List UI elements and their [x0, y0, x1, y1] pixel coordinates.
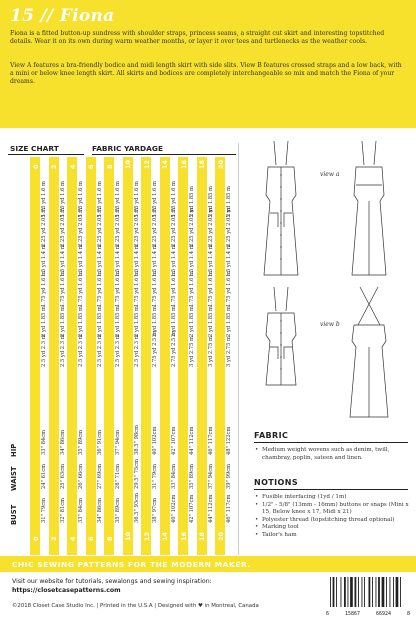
yardage-value: 3 yd 2.75 m [189, 336, 195, 367]
view-b-label: view b [320, 321, 340, 328]
yardage-value: 2.25 yd 2.05 m [96, 207, 103, 247]
size-value: 24" 61cm [41, 463, 47, 489]
yardage-value: 2 yd 1.85 m [41, 306, 47, 337]
size-value: 46" 117cm [207, 426, 214, 455]
size-value: 36.5" 93cm [133, 492, 140, 523]
size-column-band [197, 157, 207, 555]
size-column-band [141, 157, 151, 555]
notions-item: • Fusible interfacing (1yd / 1m) [254, 494, 410, 502]
size-value: 36" 91cm [96, 429, 103, 455]
yardage-value: 1.75 yd 1.6 m [41, 181, 47, 217]
barcode-bar [350, 577, 353, 607]
yardage-value: 1.75 yd 1.6 m [189, 271, 195, 307]
size-value: 39" 99cm [226, 463, 232, 489]
barcode-bar [341, 577, 342, 607]
yardage-value: 1.75 yd 1.6 m [115, 271, 121, 307]
yardage-value: 2.5 yd 2.3 m [133, 334, 140, 367]
notions-list [254, 494, 410, 540]
yardage-value: 2.75 yd 2.5 m [170, 331, 177, 367]
size-value: 46" 117cm [226, 494, 232, 523]
size-number: 4 [68, 164, 77, 169]
barcode-digit-group: 8 [406, 611, 410, 617]
barcode-bar [344, 577, 346, 607]
barcode-bar [400, 577, 401, 607]
size-value: 34" 86cm [59, 429, 66, 455]
barcode-bar [393, 577, 394, 607]
fabric-list [254, 447, 410, 462]
yardage-value: 2 yd 1.85 m [78, 306, 84, 337]
yardage-value: 2 yd 1.85 m [207, 186, 214, 217]
size-number: 10 [124, 159, 132, 169]
yardage-value: 1.75 yd 1.6 m [133, 181, 140, 217]
barcode-digit-group: 66924 [375, 611, 392, 617]
size-number: 2 [50, 164, 58, 169]
barcode-bar [376, 577, 377, 607]
size-number: 14 [161, 159, 169, 169]
yardage-value: 2 yd 1.85 m [133, 306, 140, 337]
notions-underline [254, 489, 408, 490]
tagline-text: CHIC SEWING PATTERNS FOR THE MODERN MAKER. [12, 560, 251, 569]
yardage-value: 1.5 yd 1.4 m [170, 244, 177, 277]
yardage-value: 2 yd 1.85 m [189, 306, 195, 337]
yardage-value: 1.75 yd 1.6 m [96, 181, 103, 217]
yardage-value: 1.75 yd 1.6 m [133, 271, 140, 307]
barcode-bar [372, 577, 373, 607]
yardage-value: 1.75 yd 1.6 m [226, 271, 232, 307]
size-number: 8 [105, 164, 114, 169]
yardage-value: 2.25 yd 2.05 m [189, 207, 195, 247]
barcode-bar [358, 577, 359, 607]
barcode [326, 577, 410, 617]
size-column-band [104, 157, 114, 555]
size-number: 4 [68, 536, 77, 541]
yardage-value: 2.25 yd 2.05 m [207, 207, 214, 247]
yardage-value: 1.5 yd 1.4 m [96, 244, 103, 277]
barcode-bar [330, 577, 331, 607]
size-chart-underline [8, 154, 84, 155]
description-paragraph-2: View A features a bra-friendly bodice and midi length skirt with side slits. View B features crossed straps and a low back, with a mini or below knee length skirt. All skirts and bodices are completely interchangeable so mix and match the Fiona of your dreams. [10, 62, 402, 85]
size-value: 33" 84cm [41, 429, 47, 455]
size-value: 34" 86cm [96, 497, 103, 523]
yardage-value: 2.5 yd 2.3 m [115, 334, 121, 367]
barcode-bar [386, 577, 387, 607]
pattern-title: 15 // Fiona [10, 6, 115, 26]
notions-item: • Polyester thread (topstitching thread optional) [254, 517, 410, 525]
size-number: 6 [87, 164, 95, 169]
yardage-value: 1.75 yd 1.6 m [96, 271, 103, 307]
yardage-value: 1.75 yd 1.6 m [78, 181, 84, 217]
barcode-bar [382, 577, 385, 607]
size-value: 40" 102cm [152, 426, 158, 455]
size-row-label: HIP [10, 443, 18, 457]
size-number: 18 [198, 159, 206, 169]
size-value: 32" 81cm [59, 497, 66, 523]
size-value: 44" 112cm [189, 426, 195, 455]
size-column-band [30, 157, 40, 555]
yardage-value: 2 yd 1.85 m [152, 306, 158, 337]
yardage-value: 2.25 yd 2.05 m [41, 207, 47, 247]
dress-sketches [248, 135, 408, 425]
size-value: 26" 66cm [78, 463, 84, 489]
size-number: 2 [50, 536, 58, 541]
size-value: 28" 71cm [115, 463, 121, 489]
yardage-value: 2.5 yd 2.3 m [59, 334, 66, 367]
size-value: 37" 94cm [207, 463, 214, 489]
yardage-value: 2 yd 1.85 m [189, 186, 195, 217]
size-value: 29.5" 75cm [133, 458, 140, 489]
yardage-value: 2 yd 1.85 m [96, 306, 103, 337]
yardage-value: 1.5 yd 1.4 m [226, 244, 232, 277]
size-column-band [86, 157, 96, 555]
yardage-value: 1.75 yd 1.6 m [170, 271, 177, 307]
barcode-bars [326, 577, 410, 609]
visit-text: Visit our website for tutorials, sewalongs and sewing inspiration: [12, 578, 212, 585]
size-number: 10 [124, 531, 132, 541]
yardage-value: 2 yd 1.85 m [59, 306, 66, 337]
fabric-yardage-heading: FABRIC YARDAGE [92, 144, 164, 153]
size-value: 48" 122cm [226, 426, 232, 455]
barcode-bar [362, 577, 363, 607]
size-value: 33" 84cm [78, 497, 84, 523]
size-value: 35" 89cm [115, 497, 121, 523]
size-number: 0 [31, 536, 40, 541]
size-value: 38" 97cm [152, 497, 158, 523]
size-value: 42" 107cm [189, 494, 195, 523]
size-column-band [67, 157, 77, 555]
notions-item: • 1/2" - 5/8" (13mm - 16mm) buttons or snaps (Mini x 15, Below knee x 17, Midi x 21) [254, 502, 410, 517]
tagline-banner [0, 556, 416, 572]
size-number: 12 [142, 159, 151, 169]
size-number: 12 [142, 531, 151, 541]
size-number: 14 [161, 531, 169, 541]
column-divider [238, 143, 239, 555]
barcode-digit-group: 15867 [344, 611, 361, 617]
yardage-value: 2.25 yd 2.05 m [170, 207, 177, 247]
table-headings [8, 143, 236, 155]
technical-sketches [248, 135, 408, 425]
size-chart-heading: SIZE CHART [10, 144, 59, 153]
yardage-value: 1.75 yd 1.6 m [59, 181, 66, 217]
size-value: 40" 102cm [170, 494, 177, 523]
yardage-value: 1.75 yd 1.6 m [152, 271, 158, 307]
size-value: 33" 84cm [170, 463, 177, 489]
size-value: 35" 89cm [189, 463, 195, 489]
yardage-value: 2.25 yd 2.05 m [152, 207, 158, 247]
yardage-value: 1.75 yd 1.6 m [78, 271, 84, 307]
size-value: 44" 112cm [207, 494, 214, 523]
notions-item: • Marking tool [254, 524, 410, 532]
yardage-value: 1.75 yd 1.6 m [152, 181, 158, 217]
yardage-value: 1.75 yd 1.6 m [207, 271, 214, 307]
yardage-value: 1.5 yd 1.4 m [41, 244, 47, 277]
size-column-band [160, 157, 170, 555]
yardage-value: 3 yd 2.75 m [207, 336, 214, 367]
barcode-bar [364, 577, 365, 607]
size-number: 18 [198, 531, 206, 541]
barcode-bar [333, 577, 335, 607]
yardage-value: 1.5 yd 1.4 m [115, 244, 121, 277]
yardage-value: 2 yd 1.85 m [207, 306, 214, 337]
barcode-bar [378, 577, 380, 607]
view-b-back-sketch [350, 287, 388, 417]
size-value: 38.5" 98cm [133, 424, 140, 455]
view-b-front-sketch [266, 287, 296, 385]
size-column-band [178, 157, 188, 555]
yardage-value: 1.5 yd 1.4 m [152, 244, 158, 277]
barcode-bar [348, 577, 349, 607]
header-bottom-edge [0, 118, 416, 132]
yardage-value: 2.5 yd 2.3 m [78, 334, 84, 367]
barcode-bar [390, 577, 391, 607]
yardage-value: 1.5 yd 1.4 m [133, 244, 140, 277]
size-number: 0 [31, 164, 40, 169]
yardage-value: 2.5 yd 2.3 m [41, 334, 47, 367]
yardage-value: 2 yd 1.85 m [170, 306, 177, 337]
yardage-value: 2.5 yd 2.3 m [96, 334, 103, 367]
copyright-line: ©2018 Closet Case Studio Inc. | Printed in the U.S.A | Designed with ♥ in Montreal, Canada [12, 603, 259, 609]
fabric-item: • Medium weight wovens such as denim, twill, chambray, poplin, sateen and linen. [254, 447, 410, 462]
view-a-front-sketch [264, 141, 298, 275]
yardage-value: 2.75 yd 2.5 m [152, 331, 158, 367]
fabric-underline [254, 442, 408, 443]
yardage-value: 2 yd 1.85 m [226, 306, 232, 337]
size-number: 20 [216, 159, 225, 169]
size-number: 6 [87, 536, 95, 541]
yardage-value: 1.5 yd 1.4 m [78, 244, 84, 277]
table-grid [8, 157, 236, 555]
barcode-digit-group: 6 [326, 611, 330, 617]
size-value: 35" 89cm [78, 429, 84, 455]
size-number: 16 [179, 159, 188, 169]
size-and-yardage-table [8, 143, 236, 555]
yardage-value: 1.5 yd 1.4 m [189, 244, 195, 277]
fabric-heading: FABRIC [254, 431, 289, 440]
description-paragraph-1: Fiona is a fitted button-up sundress with shoulder straps, princess seams, a straight cut skirt and interesting topstitched details. Wear it on its own during warm weather months, or layer it over tees and turtlenecks as the weather cools. [10, 30, 385, 45]
size-column-band [49, 157, 59, 555]
size-value: 31" 79cm [41, 497, 47, 523]
size-row-label: WAIST [10, 466, 18, 491]
yardage-value: 1.5 yd 1.4 m [59, 244, 66, 277]
size-row-label: BUST [10, 504, 18, 525]
yardage-value: 2.25 yd 2.05 m [133, 207, 140, 247]
yardage-value: 2 yd 1.85 m [226, 186, 232, 217]
barcode-bar [336, 577, 337, 607]
header-banner [0, 0, 416, 128]
yardage-value: 1.75 yd 1.6 m [59, 271, 66, 307]
size-value: 42" 107cm [170, 426, 177, 455]
size-value: 25" 63cm [59, 463, 66, 489]
fabric-yardage-underline [92, 154, 236, 155]
size-column-band [123, 157, 133, 555]
barcode-bar [355, 577, 357, 607]
yardage-value: 2.25 yd 2.05 m [226, 207, 232, 247]
notions-item: • Tailor's ham [254, 532, 410, 540]
yardage-value: 2 yd 1.85 m [115, 306, 121, 337]
website-info [12, 577, 302, 595]
barcode-bar [369, 577, 371, 607]
yardage-value: 3 yd 2.75 m [226, 336, 232, 367]
size-value: 27" 69cm [96, 463, 103, 489]
notions-heading: NOTIONS [254, 478, 298, 487]
yardage-value: 2.25 yd 2.05 m [59, 207, 66, 247]
yardage-value: 1.75 yd 1.6 m [115, 181, 121, 217]
size-value: 31" 79cm [152, 463, 158, 489]
barcode-bar [396, 577, 399, 607]
size-number: 20 [216, 531, 225, 541]
size-value: 37" 94cm [115, 429, 121, 455]
yardage-value: 1.5 yd 1.4 m [207, 244, 214, 277]
website-link[interactable]: https://closetcasepatterns.com [12, 587, 121, 594]
barcode-digits [326, 611, 410, 617]
yardage-value: 1.75 yd 1.6 m [41, 271, 47, 307]
yardage-value: 2.25 yd 2.05 m [78, 207, 84, 247]
view-a-label: view a [320, 171, 340, 178]
size-number: 8 [105, 536, 114, 541]
view-a-back-sketch [352, 141, 386, 275]
yardage-value: 2.25 yd 2.05 m [115, 207, 121, 247]
size-column-band [215, 157, 225, 555]
size-number: 16 [179, 531, 188, 541]
yardage-value: 1.75 yd 1.6 m [170, 181, 177, 217]
